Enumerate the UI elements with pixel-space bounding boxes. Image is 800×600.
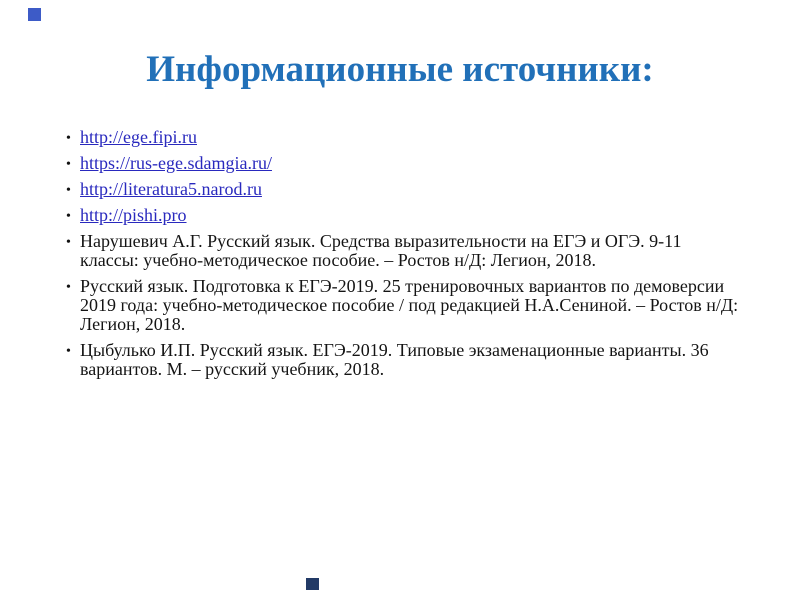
link-rus-ege-sdamgia[interactable]: https://rus-ege.sdamgia.ru/ [80, 153, 272, 173]
list-item-link [66, 154, 742, 173]
bullet-dot-icon: • [66, 344, 71, 359]
list-item-link [66, 206, 742, 225]
link-pishi-pro[interactable]: http://pishi.pro [80, 205, 187, 225]
page-title: Информационные источники: [146, 49, 654, 90]
list-item-link [66, 128, 742, 147]
decor-square-top-left-icon [28, 8, 41, 21]
sources-list [66, 128, 742, 386]
list-item-reference [66, 277, 742, 334]
list-item-link [66, 180, 742, 199]
bullet-dot-icon: • [66, 280, 71, 295]
bullet-dot-icon: • [66, 235, 71, 250]
bullet-dot-icon: • [66, 131, 71, 146]
bullet-dot-icon: • [66, 209, 71, 224]
list-item-reference [66, 341, 742, 379]
reference-text: Русский язык. Подготовка к ЕГЭ-2019. 25 тренировочных вариантов по демоверсии 2019 года: учебно-методическое пособие / под редакцией Н.А.Сениной. – Ростов н/Д: Легион, 2018. [80, 276, 739, 334]
list-item-reference [66, 232, 742, 270]
reference-text: Нарушевич А.Г. Русский язык. Средства выразительности на ЕГЭ и ОГЭ. 9-11 классы: учебно-методическое пособие. – Ростов н/Д: Легион, 2018. [80, 231, 682, 270]
bullet-dot-icon: • [66, 183, 71, 198]
reference-text: Цыбулько И.П. Русский язык. ЕГЭ-2019. Типовые экзаменационные варианты. 36 вариантов. М. – русский учебник, 2018. [80, 340, 709, 379]
decor-square-bottom-icon [306, 578, 319, 590]
link-literatura5-narod[interactable]: http://literatura5.narod.ru [80, 179, 262, 199]
bullet-dot-icon: • [66, 157, 71, 172]
link-ege-fipi[interactable]: http://ege.fipi.ru [80, 127, 197, 147]
